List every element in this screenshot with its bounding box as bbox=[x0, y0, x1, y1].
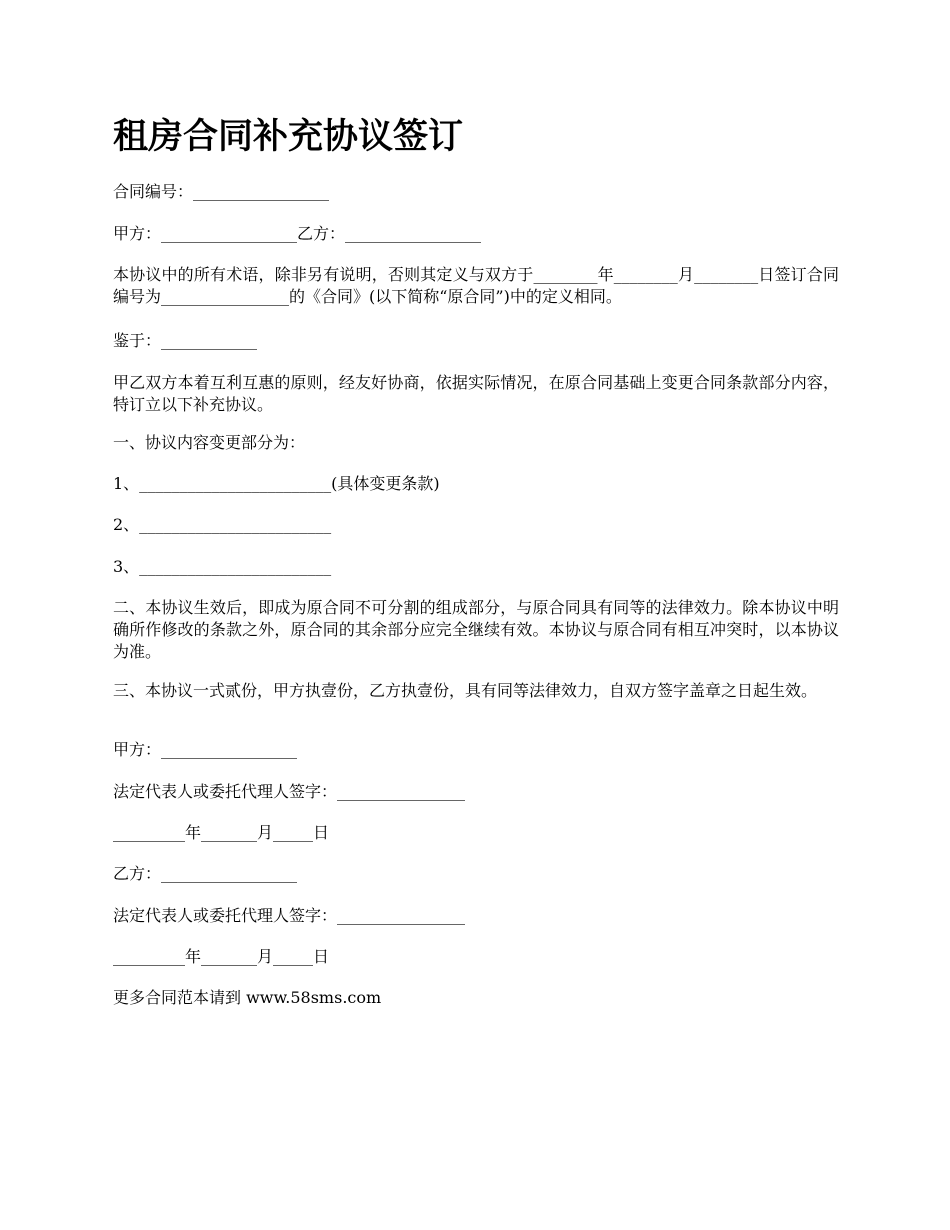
section-2-paragraph: 二、本协议生效后，即成为原合同不可分割的组成部分，与原合同具有同等的法律效力。除本协议中明确所作修改的条款之外，原合同的其余部分应完全继续有效。本协议与原合同有相互冲突时，以本协议为准。 bbox=[113, 598, 839, 661]
terms-definition-paragraph: 本协议中的所有术语，除非另有说明，否则其定义与双方于________年________月________日签订合同编号为________________的《合同》(以下简称“原合同”)中的定义相同。 bbox=[113, 265, 839, 306]
clause-3: 3、________________________ bbox=[113, 557, 332, 576]
section-1-heading: 一、协议内容变更部分为： bbox=[113, 433, 306, 452]
party-b-date-line: _________年_______月_____日 bbox=[113, 947, 330, 966]
signed-at-line: 鉴于：____________ bbox=[113, 331, 258, 350]
party-b-representative-line: 法定代表人或委托代理人签字：________________ bbox=[113, 906, 466, 925]
clause-1: 1、________________________(具体变更条款) bbox=[113, 474, 440, 493]
section-3-paragraph: 三、本协议一式贰份，甲方执壹份，乙方执壹份，具有同等法律效力，自双方签字盖章之日起生效。 bbox=[113, 681, 818, 700]
footer-link-text: 更多合同范本请到 www.58sms.com bbox=[113, 988, 382, 1007]
parties-line: 甲方：_________________乙方：_________________ bbox=[113, 224, 482, 243]
document-title: 租房合同补充协议签订 bbox=[113, 117, 464, 157]
party-a-date-line: _________年_______月_____日 bbox=[113, 823, 330, 842]
clause-2: 2、________________________ bbox=[113, 515, 332, 534]
contract-number-line: 合同编号：_________________ bbox=[113, 182, 330, 201]
party-b-line: 乙方：_________________ bbox=[113, 864, 298, 883]
party-a-line: 甲方：_________________ bbox=[113, 740, 298, 759]
party-a-representative-line: 法定代表人或委托代理人签字：________________ bbox=[113, 782, 466, 801]
preamble-paragraph: 甲乙双方本着互利互惠的原则，经友好协商，依据实际情况，在原合同基础上变更合同条款部分内容，特订立以下补充协议。 bbox=[113, 373, 839, 414]
